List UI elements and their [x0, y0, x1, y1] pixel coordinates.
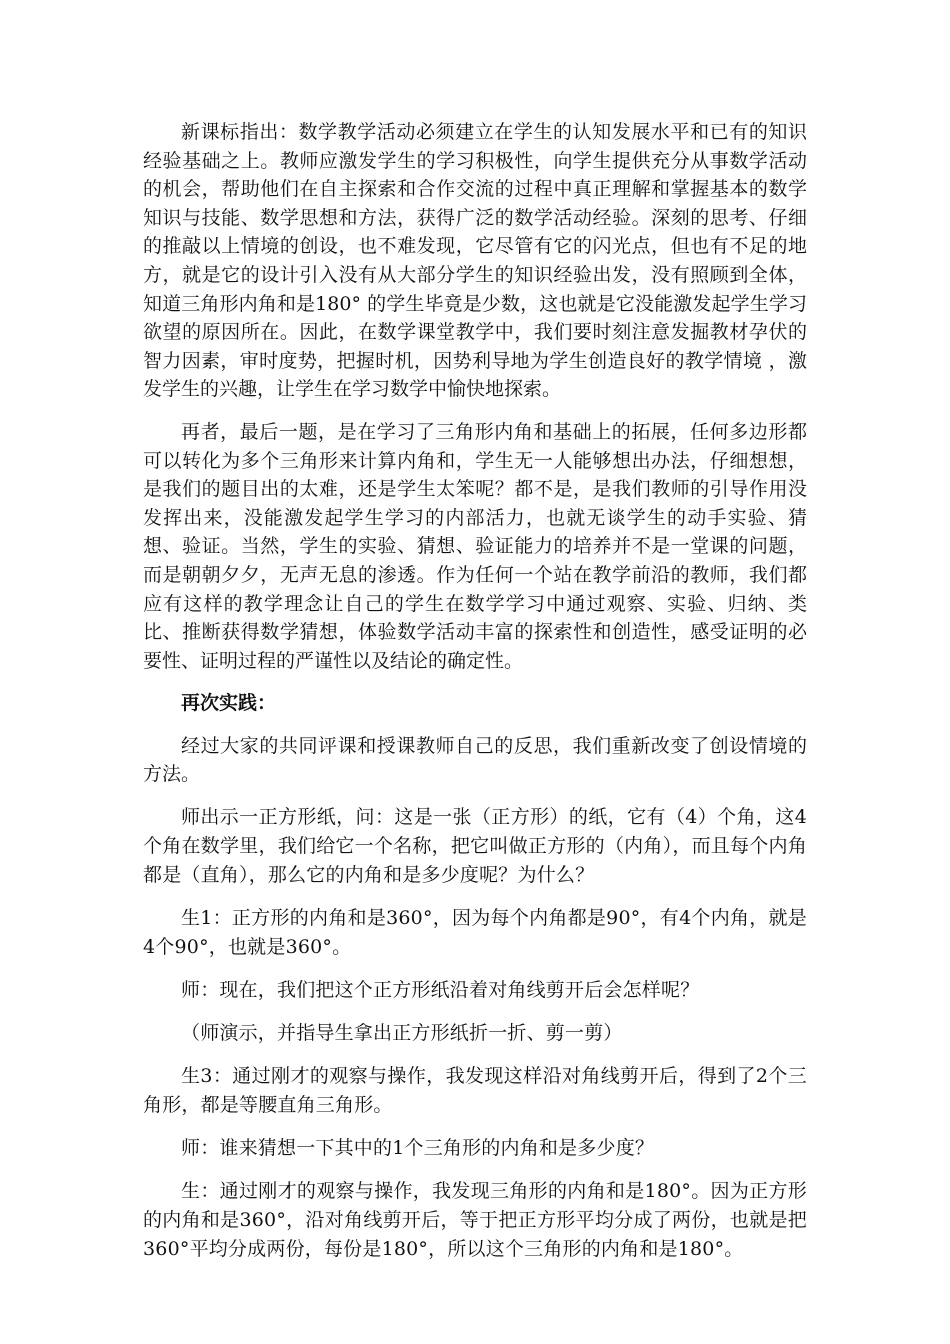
- paragraph-method: 经过大家的共同评课和授课教师自己的反思，我们重新改变了创设情境的方法。: [143, 734, 807, 786]
- dialogue-student-1: 生1：正方形的内角和是360°，因为每个内角都是90°，有4个内角，就是4个90°，也就是360°。: [143, 907, 807, 959]
- dialogue-student-3: 生3：通过刚才的观察与操作，我发现这样沿对角线剪开后，得到了2个三角形，都是等腰直角三角形。: [143, 1065, 807, 1117]
- paragraph-curriculum: 新课标指出：数学教学活动必须建立在学生的认知发展水平和已有的知识经验基础之上。教师应激发学生的学习积极性，向学生提供充分从事数学活动的机会，帮助他们在自主探索和合作交流的过程中真正理解和掌握基本的数学知识与技能、数学思想和方法，获得广泛的数学活动经验。深刻的思考、仔细的推敲以上情境的创设，也不难发现，它尽管有它的闪光点，但也有不足的地方，就是它的设计引入没有从大部分学生的知识经验出发，没有照顾到全体，知道三角形内角和是180° 的学生毕竟是少数，这也就是它没能激发起学生学习欲望的原因所在。因此，在数学课堂教学中，我们要时刻注意发掘教材孕伏的智力因素，审时度势，把握时机，因势利导地为学生创造良好的教学情境 ，激发学生的兴趣，让学生在学习数学中愉快地探索。: [143, 121, 807, 401]
- section-heading: 再次实践：: [181, 692, 277, 715]
- dialogue-teacher-2: 师：现在，我们把这个正方形纸沿着对角线剪开后会怎样呢？: [181, 979, 700, 1002]
- dialogue-teacher-3: 师：谁来猜想一下其中的1个三角形的内角和是多少度？: [181, 1137, 655, 1160]
- dialogue-teacher-1: 师出示一正方形纸，问：这是一张（正方形）的纸，它有（4）个角，这4个角在数学里，我们给它一个名称，把它叫做正方形的（内角），而且每个内角都是（直角），那么它的内角和是多少度呢？为什么？: [143, 806, 807, 887]
- document-page: [143, 118, 807, 1264]
- dialogue-student-final: 生：通过刚才的观察与操作，我发现三角形的内角和是180°。因为正方形的内角和是360°，沿对角线剪开后，等于把正方形平均分成了两份，也就是把360°平均分成两份，每份是180°，所以这个三角形的内角和是180°。: [143, 1180, 807, 1261]
- stage-direction: （师演示，并指导生拿出正方形纸折一折、剪一剪）: [181, 1022, 623, 1045]
- paragraph-reflection: 再者，最后一题，是在学习了三角形内角和基础上的拓展，任何多边形都可以转化为多个三角形来计算内角和，学生无一人能够想出办法，仔细想想，是我们的题目出的太难，还是学生太笨呢？都不是，是我们教师的引导作用没发挥出来，没能激发起学生学习的内部活力，也就无谈学生的动手实验、猜想、验证。当然，学生的实验、猜想、验证能力的培养并不是一堂课的问题，而是朝朝夕夕，无声无息的渗透。作为任何一个站在教学前沿的教师，我们都应有这样的教学理念让自己的学生在数学学习中通过观察、实验、归纳、类比、推断获得数学猜想，体验数学活动丰富的探索性和创造性，感受证明的必要性、证明过程的严谨性以及结论的确定性。: [143, 420, 807, 672]
